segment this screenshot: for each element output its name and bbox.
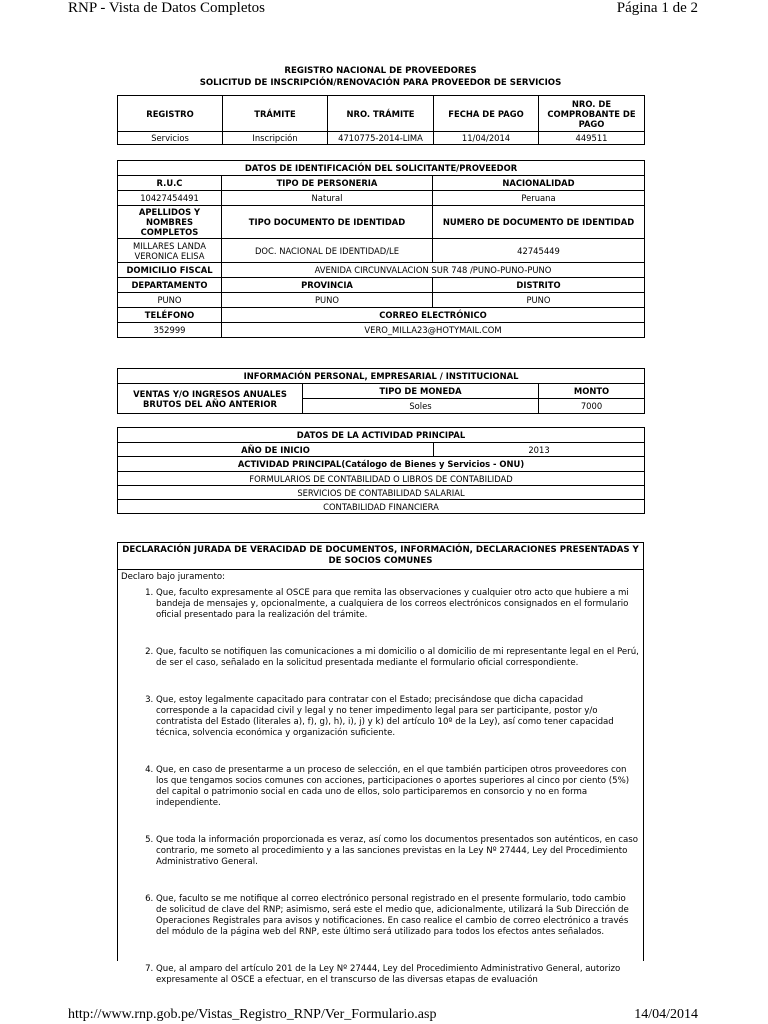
declaracion-item: 4. Que, en caso de presentarme a un proceso de selección, en el que también participen otros proveedores con los que tengamos socios comunes con acciones, participaciones o aportes superiores al cinco por ciento (5%) del capital o patrimonio social en cada uno de ellos, solo participaremos en consorcio y no en forma independiente. [156, 765, 643, 809]
actividad-item: FORMULARIOS DE CONTABILIDAD O LIBROS DE CONTABILIDAD [118, 472, 645, 486]
departamento-value: PUNO [118, 293, 222, 308]
tipo-doc-value: DOC. NACIONAL DE IDENTIDAD/LE [222, 239, 433, 263]
distrito-header: DISTRITO [433, 278, 645, 293]
informacion-table [117, 368, 645, 414]
monto-value: 7000 [539, 399, 645, 414]
correo-value: VERO_MILLA23@HOTYMAIL.COM [222, 323, 645, 338]
anio-inicio-header: AÑO DE INICIO [118, 443, 434, 457]
distrito-value: PUNO [433, 293, 645, 308]
declaracion-list [118, 588, 643, 986]
footer-url[interactable]: http://www.rnp.gob.pe/Vistas_Registro_RNP/Ver_Formulario.asp [68, 1007, 437, 1022]
form-titles [117, 65, 644, 89]
tipo-doc-header: TIPO DOCUMENTO DE IDENTIDAD [222, 206, 433, 239]
nro-tramite-header: NRO. TRÁMITE [328, 96, 434, 132]
telefono-value: 352999 [118, 323, 222, 338]
correo-header: CORREO ELECTRÓNICO [222, 308, 645, 323]
identificacion-table [117, 160, 645, 338]
nro-comprobante-header: NRO. DE COMPROBANTE DE PAGO [539, 96, 645, 132]
provincia-header: PROVINCIA [222, 278, 433, 293]
print-header [0, 0, 768, 20]
tramite-value: Inscripción [223, 132, 328, 145]
identificacion-title: DATOS DE IDENTIFICACIÓN DEL SOLICITANTE/PROVEEDOR [118, 161, 645, 176]
fecha-pago-value: 11/04/2014 [434, 132, 539, 145]
departamento-header: DEPARTAMENTO [118, 278, 222, 293]
actividad-title: DATOS DE LA ACTIVIDAD PRINCIPAL [118, 428, 645, 443]
form-title-2: SOLICITUD DE INSCRIPCIÓN/RENOVACIÓN PARA PROVEEDOR DE SERVICIOS [199, 78, 562, 88]
tipo-persona-header: TIPO DE PERSONERIA [222, 176, 433, 191]
domicilio-value: AVENIDA CIRCUNVALACION SUR 748 /PUNO-PUNO-PUNO [222, 263, 645, 278]
apellidos-header: APELLIDOS Y NOMBRES COMPLETOS [118, 206, 222, 239]
actividad-table [117, 427, 645, 514]
print-header-title: RNP - Vista de Datos Completos [68, 0, 266, 16]
nro-comprobante-value: 449511 [539, 132, 645, 145]
nro-tramite-value: 4710775-2014-LIMA [328, 132, 434, 145]
form-title-1: REGISTRO NACIONAL DE PROVEEDORES [284, 66, 477, 76]
monto-header: MONTO [539, 384, 645, 399]
declaracion-intro: Declaro bajo juramento: [121, 572, 225, 582]
actividad-principal-header: ACTIVIDAD PRINCIPAL(Catálogo de Bienes y Servicios - ONU) [118, 457, 645, 472]
anio-inicio-value: 2013 [434, 443, 645, 457]
ruc-header: R.U.C [118, 176, 222, 191]
ventas-label: VENTAS Y/O INGRESOS ANUALES BRUTOS DEL AÑO ANTERIOR [118, 384, 303, 414]
actividad-item: SERVICIOS DE CONTABILIDAD SALARIAL [118, 486, 645, 500]
footer-date: 14/04/2014 [634, 1007, 698, 1022]
actividad-item: CONTABILIDAD FINANCIERA [118, 500, 645, 514]
provincia-value: PUNO [222, 293, 433, 308]
tramite-header: TRÁMITE [223, 96, 328, 132]
telefono-header: TELÉFONO [118, 308, 222, 323]
declaracion-item: 1. Que, faculto expresamente al OSCE para que remita las observaciones y cualquier otro acto que hubiere a mi bandeja de mensajes y, opcionalmente, a cualquiera de los correos electrónicos consignados en el formulario oficial presentado para la realización del trámite. [156, 588, 643, 621]
print-header-page: Página 1 de 2 [616, 0, 698, 16]
declaracion-item: 6. Que, faculto se me notifique al correo electrónico personal registrado en el presente formulario, todo cambio de solicitud de clave del RNP; asimismo, será este el medio que, adicionalmente, utilizará la Sub Dirección de Operaciones Registrales para avisos y notificaciones. En caso realice el cambio de correo electrónico a través del módulo de la página web del RNP, este último será utilizado para todos los efectos antes señalados. [156, 894, 643, 938]
ruc-value: 10427454491 [118, 191, 222, 206]
moneda-value: Soles [303, 399, 539, 414]
declaracion-item: 5. Que toda la información proporcionada es veraz, así como los documentos presentados son auténticos, en caso contrario, me someto al procedimiento y a las sanciones previstas en la Ley Nº 27444, Ley del Procedimiento Administrativo General. [156, 835, 643, 868]
apellidos-value: MILLARES LANDA VERONICA ELISA [118, 239, 222, 263]
nacionalidad-value: Peruana [433, 191, 645, 206]
informacion-title: INFORMACIÓN PERSONAL, EMPRESARIAL / INSTITUCIONAL [118, 369, 645, 384]
declaracion-item: 2. Que, faculto se notifiquen las comunicaciones a mi domicilio o al domicilio de mi representante legal en el Perú, de ser el caso, señalado en la solicitud presentada mediante el formulario oficial correspondiente. [156, 647, 643, 669]
num-doc-value: 42745449 [433, 239, 645, 263]
declaracion-box [117, 542, 644, 985]
fecha-pago-header: FECHA DE PAGO [434, 96, 539, 132]
declaracion-item: 7. Que, al amparo del artículo 201 de la Ley Nº 27444, Ley del Procedimiento Administrativo General, autorizo expresamente al OSCE a efectuar, en el transcurso de las diversas etapas de evaluación [156, 964, 643, 986]
declaracion-title: DECLARACIÓN JURADA DE VERACIDAD DE DOCUMENTOS, INFORMACIÓN, DECLARACIONES PRESENTADAS Y DE SOCIOS COMUNES [118, 543, 643, 570]
nacionalidad-header: NACIONALIDAD [433, 176, 645, 191]
moneda-header: TIPO DE MONEDA [303, 384, 539, 399]
tipo-persona-value: Natural [222, 191, 433, 206]
registro-header: REGISTRO [118, 96, 223, 132]
registro-table [117, 95, 645, 145]
num-doc-header: NUMERO DE DOCUMENTO DE IDENTIDAD [433, 206, 645, 239]
registro-value: Servicios [118, 132, 223, 145]
declaracion-item: 3. Que, estoy legalmente capacitado para contratar con el Estado; precisándose que dicha capacidad corresponde a la capacidad civil y legal y no tener impedimento legal para ser participante, postor y/o contratista del Estado (literales a), f), g), h), i), j) y k) del artículo 10º de la Ley), así como tener capacidad técnica, solvencia económica y organización suficiente. [156, 695, 643, 739]
domicilio-header: DOMICILIO FISCAL [118, 263, 222, 278]
